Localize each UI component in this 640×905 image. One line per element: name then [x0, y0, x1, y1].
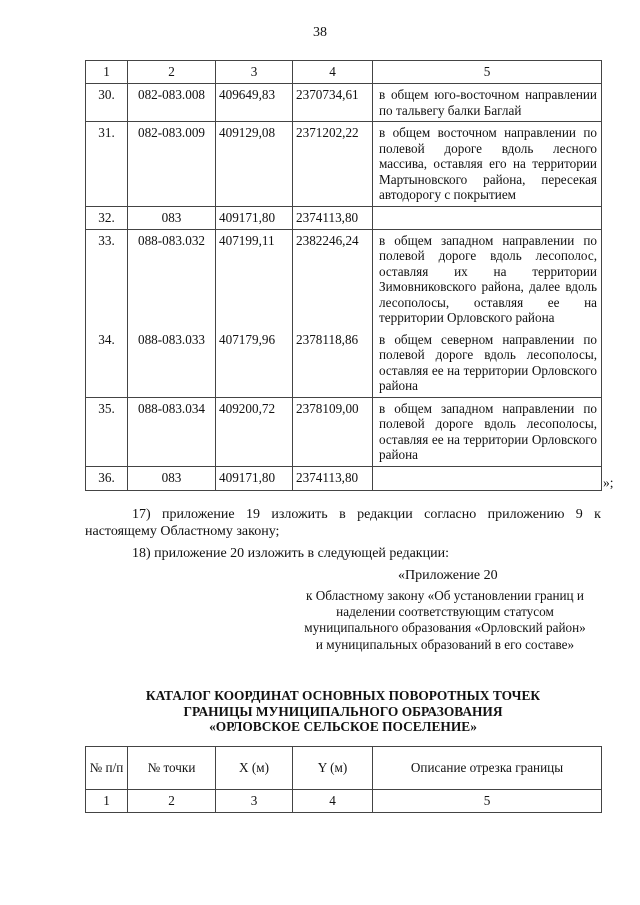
row-number: 31. — [86, 122, 128, 207]
header-cell-point: № точки — [128, 747, 216, 790]
column-number: 3 — [216, 790, 293, 813]
table-header-row — [86, 61, 602, 84]
point-id: 088-083.032 — [128, 229, 216, 329]
y-coordinate: 2374113,80 — [293, 466, 373, 490]
y-coordinate: 2370734,61 — [293, 84, 373, 122]
x-coordinate: 409129,08 — [216, 122, 293, 207]
y-coordinate: 2378118,86 — [293, 329, 373, 398]
catalog-heading — [85, 688, 601, 735]
x-coordinate: 407199,11 — [216, 229, 293, 329]
row-number: 32. — [86, 206, 128, 229]
segment-description — [373, 466, 602, 490]
y-coordinate: 2374113,80 — [293, 206, 373, 229]
header-cell-y: Y (м) — [293, 747, 373, 790]
paragraph-17: 17) приложение 19 изложить в редакции согласно приложению 9 к настоящему Областному закону; — [85, 507, 601, 539]
row-number: 33. — [86, 229, 128, 329]
y-coordinate: 2382246,24 — [293, 229, 373, 329]
x-coordinate: 409171,80 — [216, 466, 293, 490]
point-id: 088-083.033 — [128, 329, 216, 398]
segment-description: в общем юго-восточном направлении по тальвегу балки Баглай — [373, 84, 602, 122]
catalog-heading-line: ГРАНИЦЫ МУНИЦИПАЛЬНОГО ОБРАЗОВАНИЯ — [183, 703, 503, 719]
point-id: 083 — [128, 206, 216, 229]
header-cell-number: № п/п — [86, 747, 128, 790]
table-row — [86, 229, 602, 329]
table-header-row — [86, 747, 602, 790]
table-row — [86, 206, 602, 229]
header-cell: 2 — [128, 61, 216, 84]
header-cell: 5 — [373, 61, 602, 84]
segment-description: в общем восточном направлении по полевой дороге вдоль лесного массива, оставляя его на территории Мартыновского района, пересекая автодорогу с покрытием — [373, 122, 602, 207]
header-cell: 4 — [293, 61, 373, 84]
y-coordinate: 2371202,22 — [293, 122, 373, 207]
x-coordinate: 409649,83 — [216, 84, 293, 122]
catalog-heading-line: «ОРЛОВСКОЕ СЕЛЬСКОЕ ПОСЕЛЕНИЕ» — [209, 719, 477, 734]
header-cell-description: Описание отрезка границы — [373, 747, 602, 790]
table-row — [86, 122, 602, 207]
point-id: 083 — [128, 466, 216, 490]
x-coordinate: 407179,96 — [216, 329, 293, 398]
segment-description: в общем западном направлении по полевой дороге вдоль лесополос, оставляя их на территории Зимовниковского района, далее вдоль лесополосы, оставляя ее на территории Орловского района — [373, 229, 602, 329]
column-number: 5 — [373, 790, 602, 813]
table-row — [86, 397, 602, 466]
x-coordinate: 409171,80 — [216, 206, 293, 229]
table-row — [86, 84, 602, 122]
appendix-subtitle: к Областному закону «Об установлении границ и наделении соответствующим статусом муниципального образования «Орловский район» и муниципальных образований в его составе» — [304, 588, 586, 652]
column-number: 4 — [293, 790, 373, 813]
point-id: 082-083.008 — [128, 84, 216, 122]
segment-description: в общем западном направлении по полевой дороге вдоль лесополосы, оставляя ее на территории Орловского района — [373, 397, 602, 466]
column-number: 2 — [128, 790, 216, 813]
header-cell: 3 — [216, 61, 293, 84]
table-numbering-row — [86, 790, 602, 813]
segment-description: в общем северном направлении по полевой дороге вдоль лесополосы, оставляя ее на территории Орловского района — [373, 329, 602, 398]
column-number: 1 — [86, 790, 128, 813]
table-row — [86, 466, 602, 490]
x-coordinate: 409200,72 — [216, 397, 293, 466]
row-number: 35. — [86, 397, 128, 466]
catalog-table — [85, 746, 602, 813]
segment-description — [373, 206, 602, 229]
row-number: 34. — [86, 329, 128, 398]
coordinates-table-continued — [85, 60, 602, 491]
header-cell-x: X (м) — [216, 747, 293, 790]
paragraph-18: 18) приложение 20 изложить в следующей редакции: — [132, 546, 449, 561]
page-number: 38 — [313, 25, 327, 40]
catalog-heading-line: КАТАЛОГ КООРДИНАТ ОСНОВНЫХ ПОВОРОТНЫХ ТОЧЕК — [145, 688, 541, 703]
point-id: 088-083.034 — [128, 397, 216, 466]
header-cell: 1 — [86, 61, 128, 84]
y-coordinate: 2378109,00 — [293, 397, 373, 466]
point-id: 082-083.009 — [128, 122, 216, 207]
appendix-title: «Приложение 20 — [398, 568, 498, 583]
closing-quote: »; — [603, 475, 614, 490]
row-number: 36. — [86, 466, 128, 490]
table-row — [86, 329, 602, 398]
row-number: 30. — [86, 84, 128, 122]
